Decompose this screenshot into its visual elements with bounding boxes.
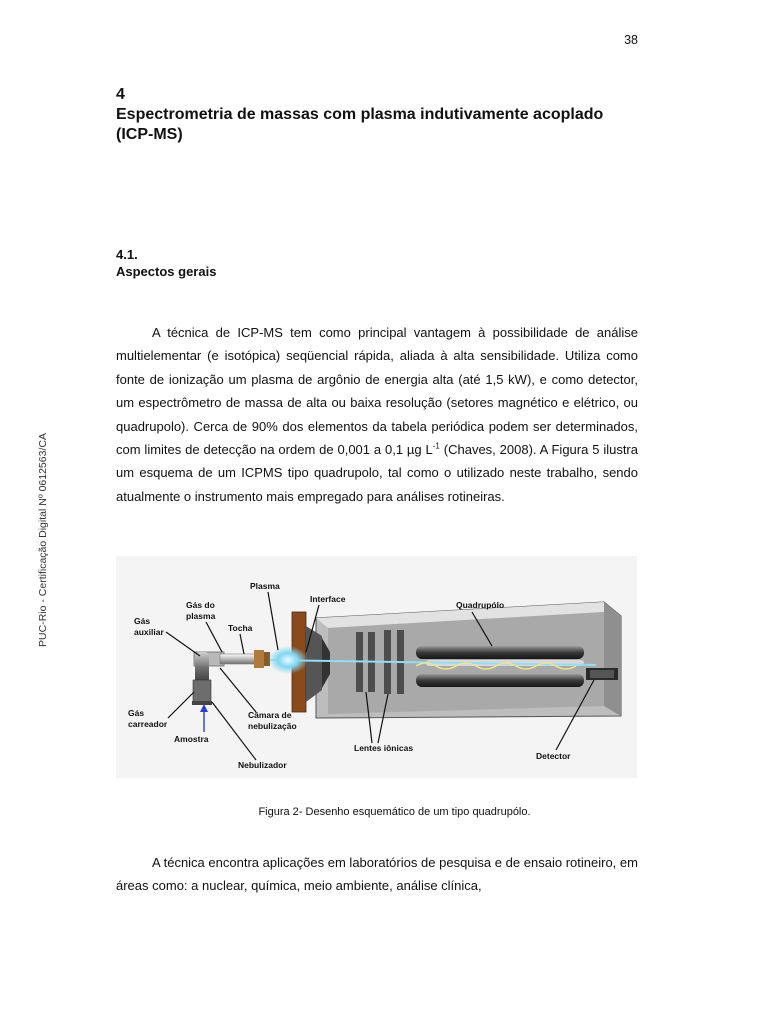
svg-text:auxiliar: auxiliar	[134, 627, 164, 637]
icp-ms-schematic-drawing	[116, 556, 637, 778]
svg-text:Lentes iônicas: Lentes iônicas	[354, 743, 414, 753]
section-title: Aspectos gerais	[116, 264, 217, 279]
paragraph-intro-text: A técnica de ICP-MS tem como principal vantagem à possibilidade de análise multielementar (e isotópica) seqüencial rápida, aliada à alta sensibilidade. Utiliza como fonte de ionização um plasma de argônio de energia alta (até 1,5 kW), e como detector, um espectrômetro de massa de alta ou baixa resolução (setores magnético e elétrico, ou quadrupolo). Cerca de 90% dos elementos da tabela periódica podem ser determinados, com limites de detecção na ordem de 0,001 a 0,1 µg L	[116, 325, 638, 458]
svg-text:nebulização: nebulização	[248, 721, 297, 731]
chapter-number: 4	[116, 86, 125, 103]
svg-text:Plasma: Plasma	[250, 581, 280, 591]
svg-text:Amostra: Amostra	[174, 734, 209, 744]
svg-text:Interface: Interface	[310, 594, 346, 604]
detector-unit	[586, 668, 618, 680]
page-number: 38	[624, 33, 638, 47]
svg-text:Tocha: Tocha	[228, 623, 253, 633]
figure-caption: Figura 2- Desenho esquemático de um tipo quadrupólo.	[258, 806, 531, 818]
icp-ms-schematic-figure	[116, 556, 637, 778]
section-number: 4.1.	[116, 247, 138, 262]
svg-text:Detector: Detector	[536, 751, 571, 761]
svg-text:Gás: Gás	[134, 616, 151, 626]
svg-text:Câmara de: Câmara de	[248, 710, 292, 720]
svg-text:Gás do: Gás do	[186, 600, 215, 610]
svg-text:Nebulizador: Nebulizador	[238, 760, 287, 770]
svg-text:carreador: carreador	[128, 719, 168, 729]
svg-text:plasma: plasma	[186, 611, 216, 621]
paragraph-intro-text-end: (Chaves, 2008). A Figura 5 ilustra um esquema de um ICPMS tipo quadrupolo, tal como o utilizado neste trabalho, sendo atualmente o instrumento mais empregado para análises rotineiras.	[116, 442, 638, 504]
certification-side-note: PUC-Rio - Certificação Digital Nº 0612563/CA	[37, 433, 49, 647]
nebulizer-assembly	[192, 652, 212, 705]
chapter-title: Espectrometria de massas com plasma indutivamente acoplado (ICP-MS)	[116, 106, 604, 143]
paragraph-applications: A técnica encontra aplicações em laboratórios de pesquisa e de ensaio rotineiro, em áreas como: a nuclear, química, meio ambiente, análise clínica,	[116, 855, 638, 894]
paragraph-intro	[116, 321, 638, 508]
svg-text:Quadrupólo: Quadrupólo	[456, 600, 505, 610]
unit-superscript: -1	[432, 441, 440, 451]
svg-text:Gás: Gás	[128, 708, 145, 718]
